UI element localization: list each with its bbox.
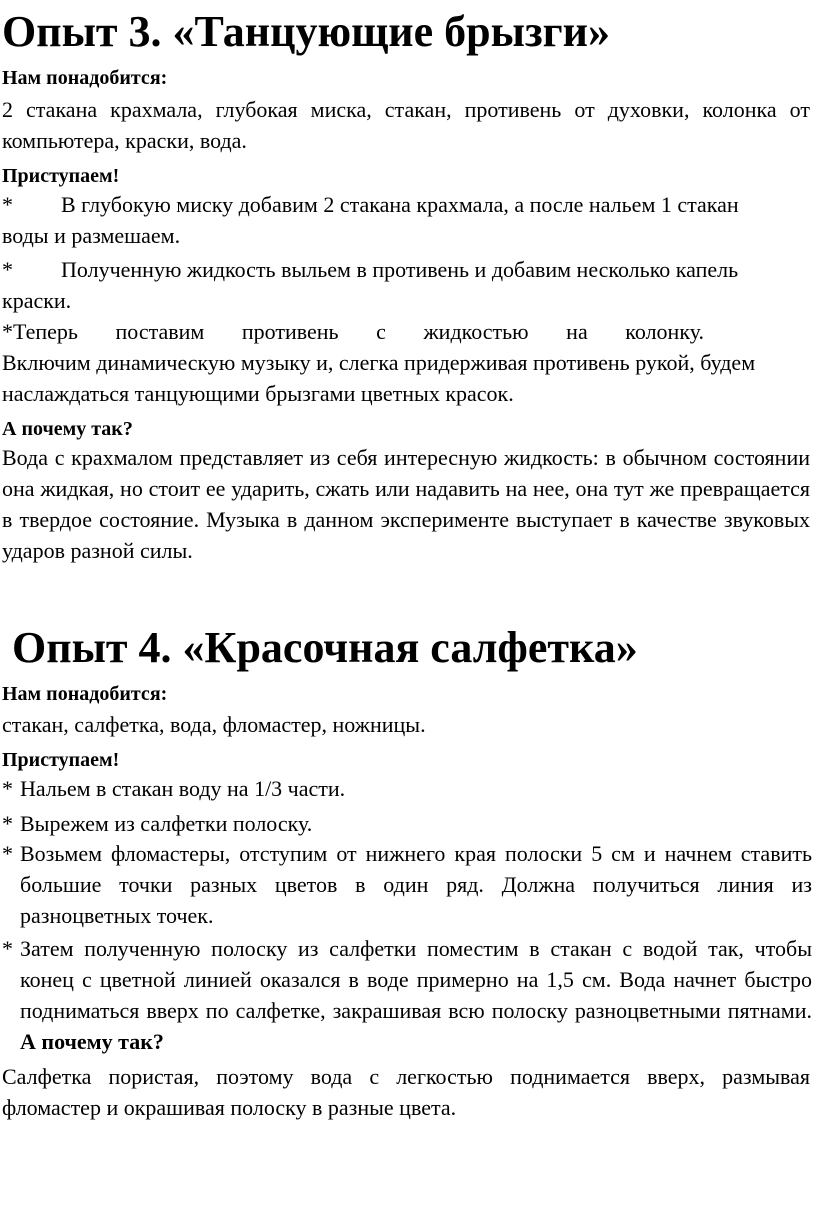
experiment-4-why-text: Салфетка пористая, поэтому вода с легкостью поднимается вверх, размывая фломастер и окрашивая полоску в разные цвета.: [2, 1064, 810, 1120]
experiment-3-step-1-first-line: В глубокую миску добавим 2 стакана крахмала, а после нальем 1 стакан: [61, 192, 739, 217]
experiment-4-step-2-bullet: *: [2, 811, 13, 836]
experiment-3-why-text: Вода с крахмалом представляет из себя интересную жидкость: в обычном состоянии она жидкая, но стоит ее ударить, сжать или надавить на нее, она тут же превращается в твердое состояние. Музыка в данном эксперименте выступает в качестве звуковых ударов разной силы.: [2, 445, 810, 563]
experiment-3-step-3-rest: Включим динамическую музыку и, слегка придерживая противень рукой, будем наслаждаться танцующими брызгами цветных красок.: [2, 350, 756, 406]
experiment-3-need-label: Нам понадобится:: [2, 67, 168, 89]
experiment-4-step-4-body: [20, 933, 812, 1057]
experiment-4-step-3: [2, 838, 812, 931]
experiment-3-step-2-first-line: Полученную жидкость выльем в противень и добавим несколько капель: [61, 257, 739, 282]
experiment-4-step-4: [2, 933, 812, 1057]
experiment-4-step-2-text: Вырежем из салфетки полоску.: [20, 811, 313, 836]
experiment-4-need-text: стакан, салфетка, вода, фломастер, ножницы.: [2, 712, 426, 737]
experiment-4-step-3-text: Возьмем фломастеры, отступим от нижнего края полоски 5 см и начнем ставить большие точки разных цветов в один ряд. Должна получиться линия из разноцветных точек.: [20, 841, 812, 928]
experiment-4-step-4-text: Затем полученную полоску из салфетки поместим в стакан с водой так, чтобы конец с цветной линией оказался в воде примерно на 1,5 см. Вода начнет быстро подниматься вверх по салфетке, закрашивая всю полоску разноцветными пятнами.: [20, 936, 812, 1023]
experiment-4-step-2: [2, 808, 812, 839]
experiment-3-go-label: Приступаем!: [2, 165, 120, 187]
experiment-4-go-label: Приступаем!: [2, 749, 120, 771]
experiment-3-step-2-rest: краски.: [2, 288, 72, 313]
experiment-4-why-label: А почему так?: [20, 1029, 164, 1054]
experiment-4-step-1-text: Нальем в стакан воду на 1/3 части.: [20, 776, 346, 801]
experiment-4-step-4-bullet: *: [2, 936, 13, 961]
experiment-3-title: Опыт 3. «Танцующие брызги»: [2, 7, 610, 56]
experiment-3-step-1-bullet: *: [2, 192, 13, 217]
experiment-4-step-3-bullet: *: [2, 841, 13, 866]
experiment-3-need-text: 2 стакана крахмала, глубокая миска, стакан, противень от духовки, колонка от компьютера, краски, вода.: [2, 97, 810, 153]
experiment-3-step-1-rest: воды и размешаем.: [2, 223, 181, 248]
experiment-4-need-label: Нам понадобится:: [2, 683, 168, 705]
experiment-3-why-label: А почему так?: [2, 418, 133, 440]
experiment-3-step-3-first-line: *Теперь поставим противень с жидкостью на колонку.: [2, 319, 704, 344]
experiment-4-title: Опыт 4. «Красочная салфетка»: [12, 623, 638, 672]
experiment-3-step-2-bullet: *: [2, 257, 13, 282]
experiment-4-step-1-bullet: *: [2, 776, 13, 801]
experiment-4-step-1: [2, 773, 812, 804]
